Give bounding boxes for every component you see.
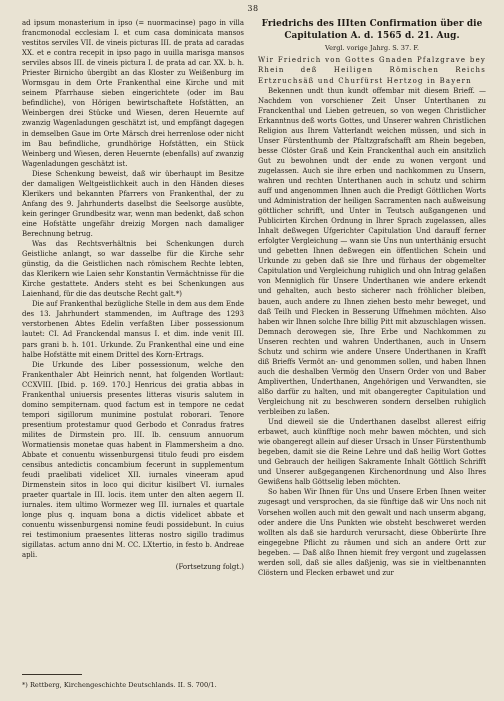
left-paragraph-1: ad ipsum monasterium in ipso (= nuormacinse) pago in villa francmonodal ecclesiam I. et cum casa dominicata mansos vestitos serviles VII. de vineis picturas III. de prata ad caradas XX. et e contra recepit in ipso pago in uuilla marisga mansos serviles absos III. de vineis pictura I. de prata ad car. XX. b. h. Priester Birnicho übergibt an das Kloster zu Weißenburg im Wormsgau in dem Orte Frankenthal eine Kirche und mit seinem Pfarrhause sieben eingerichtete (oder im Bau befindliche), von Hörigen bewirtschaftete Hofstätten, an Weinbergen drei Stücke und Wiesen, deren Heuernte auf zwanzig Wagenladungen geschätzt ist, und empfängt dagegen in demselben Gaue im Orte Märsch drei herrenlose oder nicht im Bau befindliche, grundhörige Hofstätten, ein Stück Weinberg und Wiesen, deren Heuernte (ebenfalls) auf zwanzig Wagenladungen geschätzt ist. [22, 19, 244, 168]
left-column [22, 18, 244, 572]
left-paragraph-4: Die auf Frankenthal bezügliche Stelle in dem aus dem Ende des 13. Jahrhundert stammenden, im Auftrage des 1293 verstorbenen Abtes Edelin verfaßten Liber possessionum lautet: CI. Ad Franckendal mansus I. et dim. inde venit III. pars grani b. h. 101. Urkunde. Zu Frankenthal eine und eine halbe Hofstätte mit einem Drittel des Korn-Ertrags. [22, 300, 244, 359]
right-paragraph-4: So haben Wir Ihnen für Uns und Unsere Erben Ihnen weiter zugesagt und versprochen, da sie fünftige daß wir Uns noch nit Vorsehen wollen auch mit den gewalt und nach unserm abgang, oder andere die Uns Punkten wie obsteht beschweret werden wollten als daß sie hardurch verursacht, diese Obberürte Ihre eingegebne Pflicht zu räumen und sich an andere Ortt zur begeben. — Daß alßo Ihnen hiemit frey vergont und zugelassen werden soll, daß sie alles daßjenig, was sie in vieltbenannten Clöstern und Flecken erbawet und zur [258, 488, 486, 577]
right-paragraph-2: Bekennen undt thun kundt offembar mit diesem Brieff. — Nachdem von vorschiener Zeit Unser Unterthanen zu Franckenthal und Lieben getreuen, so von wegen Christlicher Erkanntnus deß worts Gottes, und Unserer wahren Christlichen Religion aus Ihrem Vatterlandt weichen müssen, und sich in Unser Fürstenthumb der Pfaltzgrafschafft am Rhein begeben, besse Clöster Graß und Kein Franckenthal auch ein ansitzlich Gut zu bewohnen undt der ende zu wonen vergont und zugelassen. Auch sie ihre erben und nachkommen zu Unsern, wahren und rechten Unterthanen auch in schutz und schirm auff und angenommen Ihnen auch die Predigt Göttlichen Worts und Administration der heiligen Sacramenten nach außweisung göttlicher schrifft, und Unter in Teutsch außgangenen und Publicirten Kirchen Ordnung in Ihrer Sprach zugelassen, alles Inhalt deßwegen Ufgerichter Capitulation Und darauff ferner erfolgter Vergleichung — wann sie Uns nun unterthänig ersucht und gebetten Ihnen deßwegen ein öffentlichen Schein und Urkunde zu geben daß sie Ihre und fürhaus der obgemelter Capitulation und Vergleichung ruhiglich und ohn Intrag gelaßen von Menniglich für Unsere Underthanen wie andere erkendt und gehalten, auch besto sicherer nach fröhlicher bleiben, bauen, auch andere zu Ihnen ziehen besto mehr beweget, und daß Teilh und Flecken in Besserung Uffnehmen möchten. Also haben wir Ihnen solche Ihre billig Pitt mit abzuschlagen wissen. Demnach derowegen sie, Ihre Erbe und Nachkommen zu Unseren rechten und wahren Underthanen, auch in Unsern Schutz und schirm wie andere Unsere Underthanen in Krafft diß Brieffs Vermöt an- und genommen sollen, und haben Ihnen auch die deshalben Vermög den Unsern Order von und Baber Ampliverthen, Underthanen, Angehörigen und Verwandten, sie alßo darfür zu halten, und mit obangeregter Capitulation und Vergleichung nit zu beschweren sondern derselben ruhiglich verbleiben zu laßen. [258, 86, 486, 417]
left-paragraph-5: Die Urkunde des Liber possessionum, welche den Frankenthaler Abt Heinrich nennt, hat folgenden Wortlaut: CCXVIII. [Ibid. p. 169. 170.] Henricus dei gratia abbas in Frankenthal uniuersis presentes litteras visuris salutem in domino sempiternam. quod factum est in tempore ne cedat tempori sigillorum munimine postulat roborari. Tenore presentium protestamur quod Gerbodo et Conradus fratres milites de Dirmstein pro. III. lb. censuum annuorum Wormatiensis monetae quas habent in Flammersheim a dno. Abbate et conuentu wissenburgensi titulo feudi pro eisdem censibus antedictis concambium fecerunt in supplementum feudi praelibati videlicet XII. iurnales vineeram apud Dirmenstein sitos in loco qui dicitur kisilbert VI. iurnales praeter quartale in III. locis. item unter den alten aegern II. iurnales. item ultimo Wormezer weg III. iurnales et quartale longe plus q. inquam bona a dictis videlicet abbate et conuentu wissenburgensi nomine feudi possidebunt. In cuius rei testimonium praesentes litteras nostro sigillo tradimus sigillatas. actum anno dni M. CC. LXtertio, in festo b. Andreae apli. [22, 360, 244, 560]
page-number: 38 [247, 4, 259, 13]
article-subnote: Vergl. vorige Jahrg. S. 37. F. [325, 44, 419, 53]
left-paragraph-2: Diese Schenkung beweist, daß wir überhaupt im Besitze der damaligen Weltgeistlichkeit auch in den Händen dieses Klerikers und bekannten Pfarrers von Frankenthal, der zu Anfang des 9. Jahrhunderts daselbst die Seelsorge ausübte, kein geringer Grundbesitz war, wenn man bedenkt, daß schon eine Hofstätte ungefähr dreizig Morgen nach damaliger Berechnung betrug. [22, 169, 244, 238]
right-paragraph-1: Wir Friedrich von Gottes Gnaden Pfalzgrave bey Rhein deß Heiligen Römischen Reichs Ertzruchsäß und Churfürst Hertzog in Bayern [258, 56, 486, 85]
article-heading: Friedrichs des IIIten Confirmation über die Capitulation A. d. 1565 d. 21. Aug. [261, 19, 483, 42]
left-paragraph-3: Was das Rechtsverhältnis bei Schenkungen durch Geistliche anlangt, so war dasselbe für die Kirche sehr günstig, da die Geistlichen nach römischem Rechte lebten, das Klerikern wie Laien sehr Konstantin Vermächtnisse für die Kirche gestattete. Anders steht es bei Schenkungen aus Laienhand, für die das deutsche Recht galt.*) [22, 240, 244, 299]
footnote: *) Rettberg, Kirchengeschichte Deutschlands. II. S. 700/1. [22, 681, 217, 689]
right-column [258, 18, 486, 578]
footnote-rule [22, 674, 82, 675]
continuation-note: (Fortsetzung folgt.) [175, 562, 244, 571]
right-paragraph-3: Und dieweil sie die Underthanen daselbst allerest eifrig erbawet, auch künfftige noch mehr bawen möchten, und sich wie obangeregt allein auf dieser Ursach in Unser Fürstenthumb begeben, damit sie die Reine Lehre und daß heilig Wort Gottes und Gebrauch der heiligen Sakramente Inhalt Göttlich Schrifft und Unserer außgegangenen Kirchenordnung und Also Ihres Gewißens halb Göttselig leben möchten. [258, 418, 486, 487]
